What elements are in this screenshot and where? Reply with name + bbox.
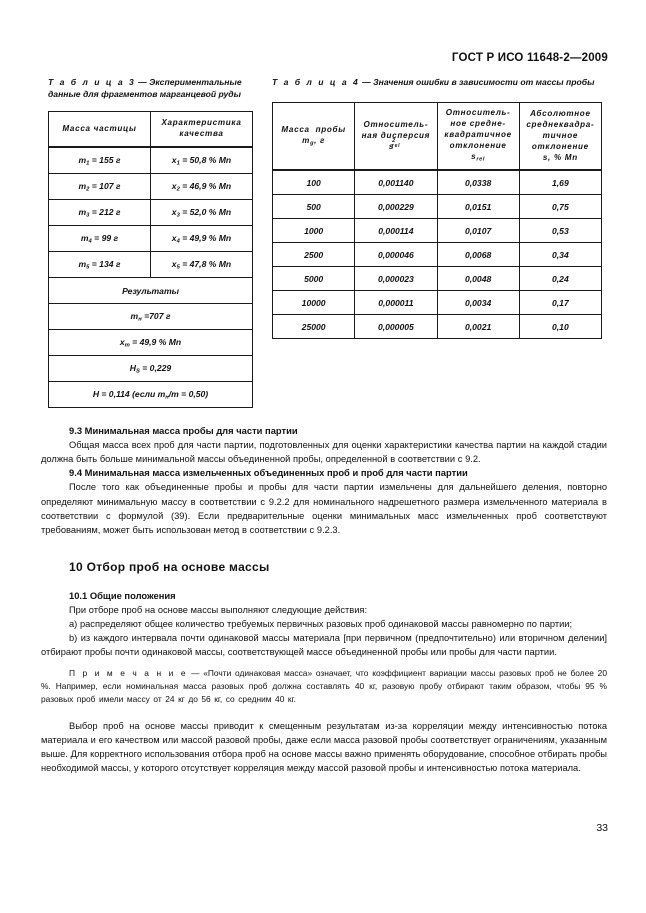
- cell-rel-sd: 0,0068: [437, 243, 519, 267]
- cell-rel-sd: 0,0034: [437, 291, 519, 315]
- cell-mass: $m_2 = 107$ г: [49, 174, 151, 200]
- table-3-col-mass: Масса частицы: [49, 112, 151, 148]
- table-3-block: [48, 76, 253, 408]
- cell-quality: $x_3 = 52,0$ % Mn: [151, 200, 253, 226]
- table-4-col-rel-variance: Относитель- ная дисперсия s 2 rel: [355, 103, 437, 171]
- cell-rel-sd: 0,0151: [437, 195, 519, 219]
- cell-quality: $x_2 = 46,9$ % Mn: [151, 174, 253, 200]
- section-spacer: [41, 537, 607, 558]
- cell-quality: $x_4 = 49,9$ % Mn: [151, 226, 253, 252]
- table-row: [273, 267, 602, 291]
- cell-rel-variance: 0,000023: [355, 267, 437, 291]
- result-total-mass: $m_н =707$ г: [49, 304, 253, 330]
- table-4-block: [272, 76, 602, 339]
- cell-mass: $m_3 = 212$ г: [49, 200, 151, 226]
- result-mean-quality: $x_m = 49,9$ % Mn: [49, 330, 253, 356]
- table-row: [49, 382, 253, 408]
- standard-code-header: ГОСТ Р ИСО 11648-2—2009: [451, 52, 608, 64]
- cell-sample-mass: 5000: [273, 267, 355, 291]
- cell-mass: $m_5 = 134$ г: [49, 252, 151, 278]
- table-3-col-quality: Характеристика качества: [151, 112, 253, 148]
- table-row: [49, 200, 253, 226]
- heading-9-3: 9.3 Минимальная масса пробы для части партии: [69, 425, 298, 436]
- table-row: [273, 219, 602, 243]
- table-4-col-sample-mass: Масса пробы $m_g$, г: [273, 103, 355, 171]
- table-row: [49, 278, 253, 304]
- cell-rel-variance: 0,000229: [355, 195, 437, 219]
- table-row: [49, 147, 253, 174]
- paragraph-9-3: Общая масса всех проб для части партии, подготовленных для оценки характеристики качества партии на каждой стадии должна быть больше минимальной массы объединенной пробы, определенной в соответствии с 9.2.: [41, 440, 607, 465]
- paragraph-9-4: После того как объединенные пробы и пробы для части партии измельчены для дальнейшего деления, повторно определяют минимальную массу в соответствии с 9.2.2 для номинального надрешетного размера измельченного материала в соответствии с формулой (39). Если предварительные оценки минимальных масс измельченных проб соответствуют требованиям, может быть использован метод в соответствии с 9.2.3.: [41, 482, 607, 535]
- table-3-results-header: Результаты: [49, 278, 253, 304]
- table-3: [48, 111, 253, 408]
- paragraph-10-1-intro: При отборе проб на основе массы выполняют следующие действия:: [69, 605, 368, 616]
- cell-rel-sd: 0,0021: [437, 315, 519, 339]
- table-3-caption-text: — Экспериментальные данные для фрагментов марганцевой руды: [48, 77, 242, 100]
- table-4-col-abs-sd: Абсолютное среднеквадра- тичное отклонение s, % Mn: [519, 103, 601, 171]
- list-item-b: b) из каждого интервала почти одинаковой массы материала [при первичном (предпочтительно) или вторичном делении] отбирают пробы почти одинаковой массы, соответствующей массе объединенной пробы или пробы для части партии.: [41, 633, 607, 658]
- cell-sample-mass: 25000: [273, 315, 355, 339]
- table-row: [49, 112, 253, 148]
- cell-sample-mass: 2500: [273, 243, 355, 267]
- table-4-col-rel-sd: Относитель- ное средне- квадратичное отклонение $s_{rel}$: [437, 103, 519, 171]
- cell-rel-sd: 0,0048: [437, 267, 519, 291]
- cell-rel-variance: 0,000011: [355, 291, 437, 315]
- table-row: [273, 315, 602, 339]
- cell-abs-sd: 0,53: [519, 219, 601, 243]
- cell-rel-variance: 0,000114: [355, 219, 437, 243]
- table-row: [49, 226, 253, 252]
- cell-sample-mass: 10000: [273, 291, 355, 315]
- table-4-caption: [272, 76, 602, 88]
- heading-10: 10 Отбор проб на основе массы: [69, 559, 270, 574]
- table-4-caption-text: — Значения ошибки в зависимости от массы пробы: [359, 77, 595, 87]
- result-hs: $H_S = 0,229$: [49, 356, 253, 382]
- cell-rel-variance: 0,000005: [355, 315, 437, 339]
- table-3-caption: [48, 76, 253, 100]
- cell-abs-sd: 1,69: [519, 170, 601, 195]
- table-4-caption-label: Т а б л и ц а 4: [272, 77, 360, 87]
- note-paragraph: [41, 667, 607, 706]
- table-row: [49, 252, 253, 278]
- cell-abs-sd: 0,24: [519, 267, 601, 291]
- table-row: [49, 174, 253, 200]
- cell-rel-sd: 0,0338: [437, 170, 519, 195]
- cell-rel-sd: 0,0107: [437, 219, 519, 243]
- cell-abs-sd: 0,75: [519, 195, 601, 219]
- cell-rel-variance: 0,001140: [355, 170, 437, 195]
- cell-rel-variance: 0,000046: [355, 243, 437, 267]
- cell-quality: $x_5 = 47,8$ % Mn: [151, 252, 253, 278]
- cell-abs-sd: 0,34: [519, 243, 601, 267]
- table-4: [272, 102, 602, 339]
- cell-sample-mass: 1000: [273, 219, 355, 243]
- table-row: [49, 304, 253, 330]
- table-3-caption-label: Т а б л и ц а 3: [48, 77, 136, 87]
- paragraph-closing: Выбор проб на основе массы приводит к смещенным результатам из-за корреляции между интенсивностью потока материала и его качеством или массой разовой пробы, даже если масса разовой пробы соответствует ограничениям, указанным выше. Для корректного использования отбора проб на основе массы важно применять оборудование, способное отбирать пробы необходимой массы, у которого отсутствует корреляция между массой разовой пробы и интенсивностью потока материала.: [41, 720, 607, 774]
- cell-quality: $x_1 = 50,8$ % Mn: [151, 147, 253, 174]
- cell-mass: $m_4 = 99$ г: [49, 226, 151, 252]
- document-body: [41, 424, 607, 775]
- heading-9-4: 9.4 Минимальная масса измельченных объединенных проб и проб для части партии: [69, 467, 468, 479]
- heading-10-1: 10.1 Общие положения: [69, 589, 176, 601]
- note-text: — «Почти одинаковая масса» означает, что коэффициент вариации массы разовых проб не более 20 %. Например, если номинальная масса разовых проб должна составлять 40 кг, разовую пробу отбирают таким образом, чтобы 95 % разовых проб имели массу от 24 кг до 56 кг, со средним 40 кг.: [41, 667, 607, 704]
- cell-sample-mass: 100: [273, 170, 355, 195]
- section-spacer: [41, 576, 607, 589]
- cell-mass: $m_1 = 155$ г: [49, 147, 151, 174]
- table-row: [273, 291, 602, 315]
- cell-sample-mass: 500: [273, 195, 355, 219]
- result-h: H = 0,114 (если $m_н/m = 0,50$): [49, 382, 253, 408]
- section-spacer: [41, 660, 607, 667]
- note-label: П р и м е ч а н и е: [69, 667, 188, 678]
- cell-abs-sd: 0,10: [519, 315, 601, 339]
- table-row: [273, 243, 602, 267]
- table-row: [49, 356, 253, 382]
- table-row: [273, 195, 602, 219]
- cell-abs-sd: 0,17: [519, 291, 601, 315]
- section-spacer: [41, 706, 607, 719]
- table-row: [273, 103, 602, 171]
- table-row: [273, 170, 602, 195]
- page-number: 33: [596, 822, 608, 834]
- list-item-a: a) распределяют общее количество требуемых первичных разовых проб одинаковой массы равномерно по партии;: [69, 619, 573, 630]
- table-row: [49, 330, 253, 356]
